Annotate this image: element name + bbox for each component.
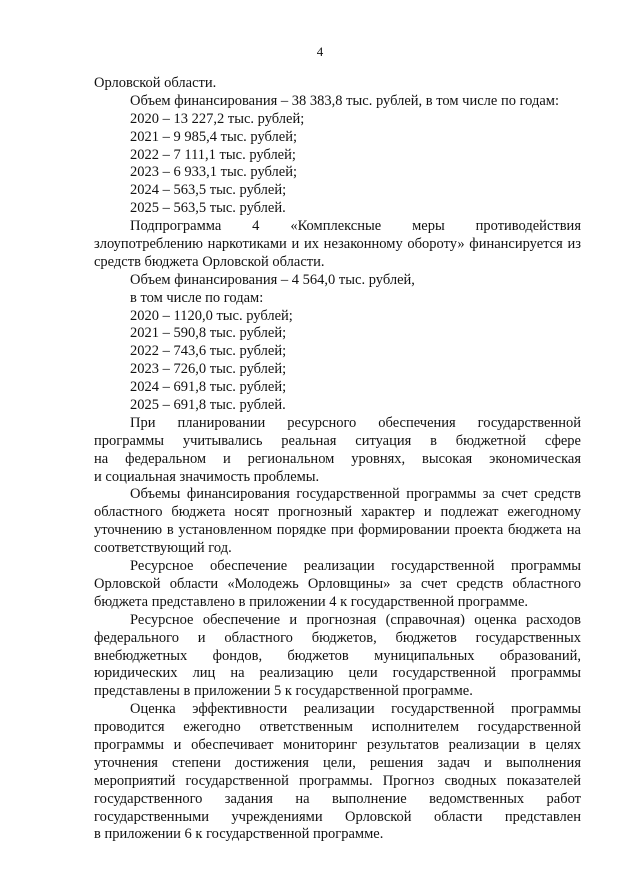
text-line: программы и обеспечивает мониторинг результатов реализации в целях	[94, 736, 581, 753]
text-line: государственного задания на выполнение ведомственных работ	[94, 790, 581, 807]
text-line: на федеральном и региональном уровнях, высокая экономическая	[94, 450, 581, 467]
text-line: Подпрограмма 4 «Комплексные меры противодействия	[130, 218, 581, 235]
text-line: 2024 – 563,5 тыс. рублей;	[130, 182, 287, 199]
text-line: уточнению в установленном порядке при формировании проекта бюджета на	[94, 522, 581, 539]
text-line: Объем финансирования – 4 564,0 тыс. рублей,	[130, 271, 415, 288]
text-line: Орловской области «Молодежь Орловщины» за счет средств областного	[94, 575, 581, 592]
text-line: 2020 – 13 227,2 тыс. рублей;	[130, 110, 305, 127]
text-line: 2024 – 691,8 тыс. рублей;	[130, 379, 287, 396]
text-line: мероприятий государственной программы. Прогноз сводных показателей	[94, 772, 581, 789]
text-line: проводится ежегодно ответственным исполнителем государственной	[94, 719, 581, 736]
text-line: Объем финансирования – 38 383,8 тыс. рублей, в том числе по годам:	[130, 92, 560, 109]
text-line: программы учитывались реальная ситуация в бюджетной сфере	[94, 432, 581, 449]
text-line: Ресурсное обеспечение реализации государственной программы	[130, 558, 581, 575]
text-line: юридических лиц на реализацию цели государственной программы	[94, 665, 581, 682]
text-line: в том числе по годам:	[130, 289, 264, 306]
text-line: государственными учреждениями Орловской области представлен	[94, 808, 581, 825]
text-line: При планировании ресурсного обеспечения государственной	[130, 414, 581, 431]
text-line: и социальная значимость проблемы.	[94, 468, 320, 485]
text-line: 2025 – 563,5 тыс. рублей.	[130, 200, 286, 217]
text-line: 2023 – 726,0 тыс. рублей;	[130, 361, 287, 378]
text-line: 2022 – 7 111,1 тыс. рублей;	[130, 146, 296, 163]
text-line: в приложении 6 к государственной программе.	[94, 826, 384, 843]
text-line: 2022 – 743,6 тыс. рублей;	[130, 343, 287, 360]
text-line: Орловской области.	[94, 75, 217, 91]
text-line: федерального и областного бюджетов, бюджетов государственных	[94, 629, 581, 646]
text-line: бюджета представлено в приложении 4 к государственной программе.	[94, 593, 529, 610]
text-line: 2021 – 590,8 тыс. рублей;	[130, 325, 287, 342]
text-line: представлены в приложении 5 к государственной программе.	[94, 683, 473, 700]
text-line: Объемы финансирования государственной программы за счет средств	[130, 486, 581, 503]
document-body	[94, 75, 581, 844]
text-line: 2020 – 1120,0 тыс. рублей;	[130, 307, 293, 324]
page-number: 4	[316, 44, 324, 59]
text-line: 2021 – 9 985,4 тыс. рублей;	[130, 128, 297, 145]
text-line: Оценка эффективности реализации государственной программы	[130, 701, 581, 718]
text-line: соответствующий год.	[94, 540, 232, 557]
text-line: уточнения степени достижения цели, решения задач и выполнения	[94, 754, 581, 771]
text-line: внебюджетных фондов, бюджетов муниципальных образований,	[94, 647, 581, 664]
text-line: 2023 – 6 933,1 тыс. рублей;	[130, 164, 297, 181]
text-line: Ресурсное обеспечение и прогнозная (справочная) оценка расходов	[130, 611, 581, 628]
text-line: областного бюджета носят прогнозный характер и подлежат ежегодному	[94, 504, 581, 521]
text-line: 2025 – 691,8 тыс. рублей.	[130, 397, 286, 414]
text-line: средств бюджета Орловской области.	[94, 253, 325, 270]
text-line: злоупотреблению наркотиками и их незаконному обороту» финансируется из	[94, 236, 581, 253]
